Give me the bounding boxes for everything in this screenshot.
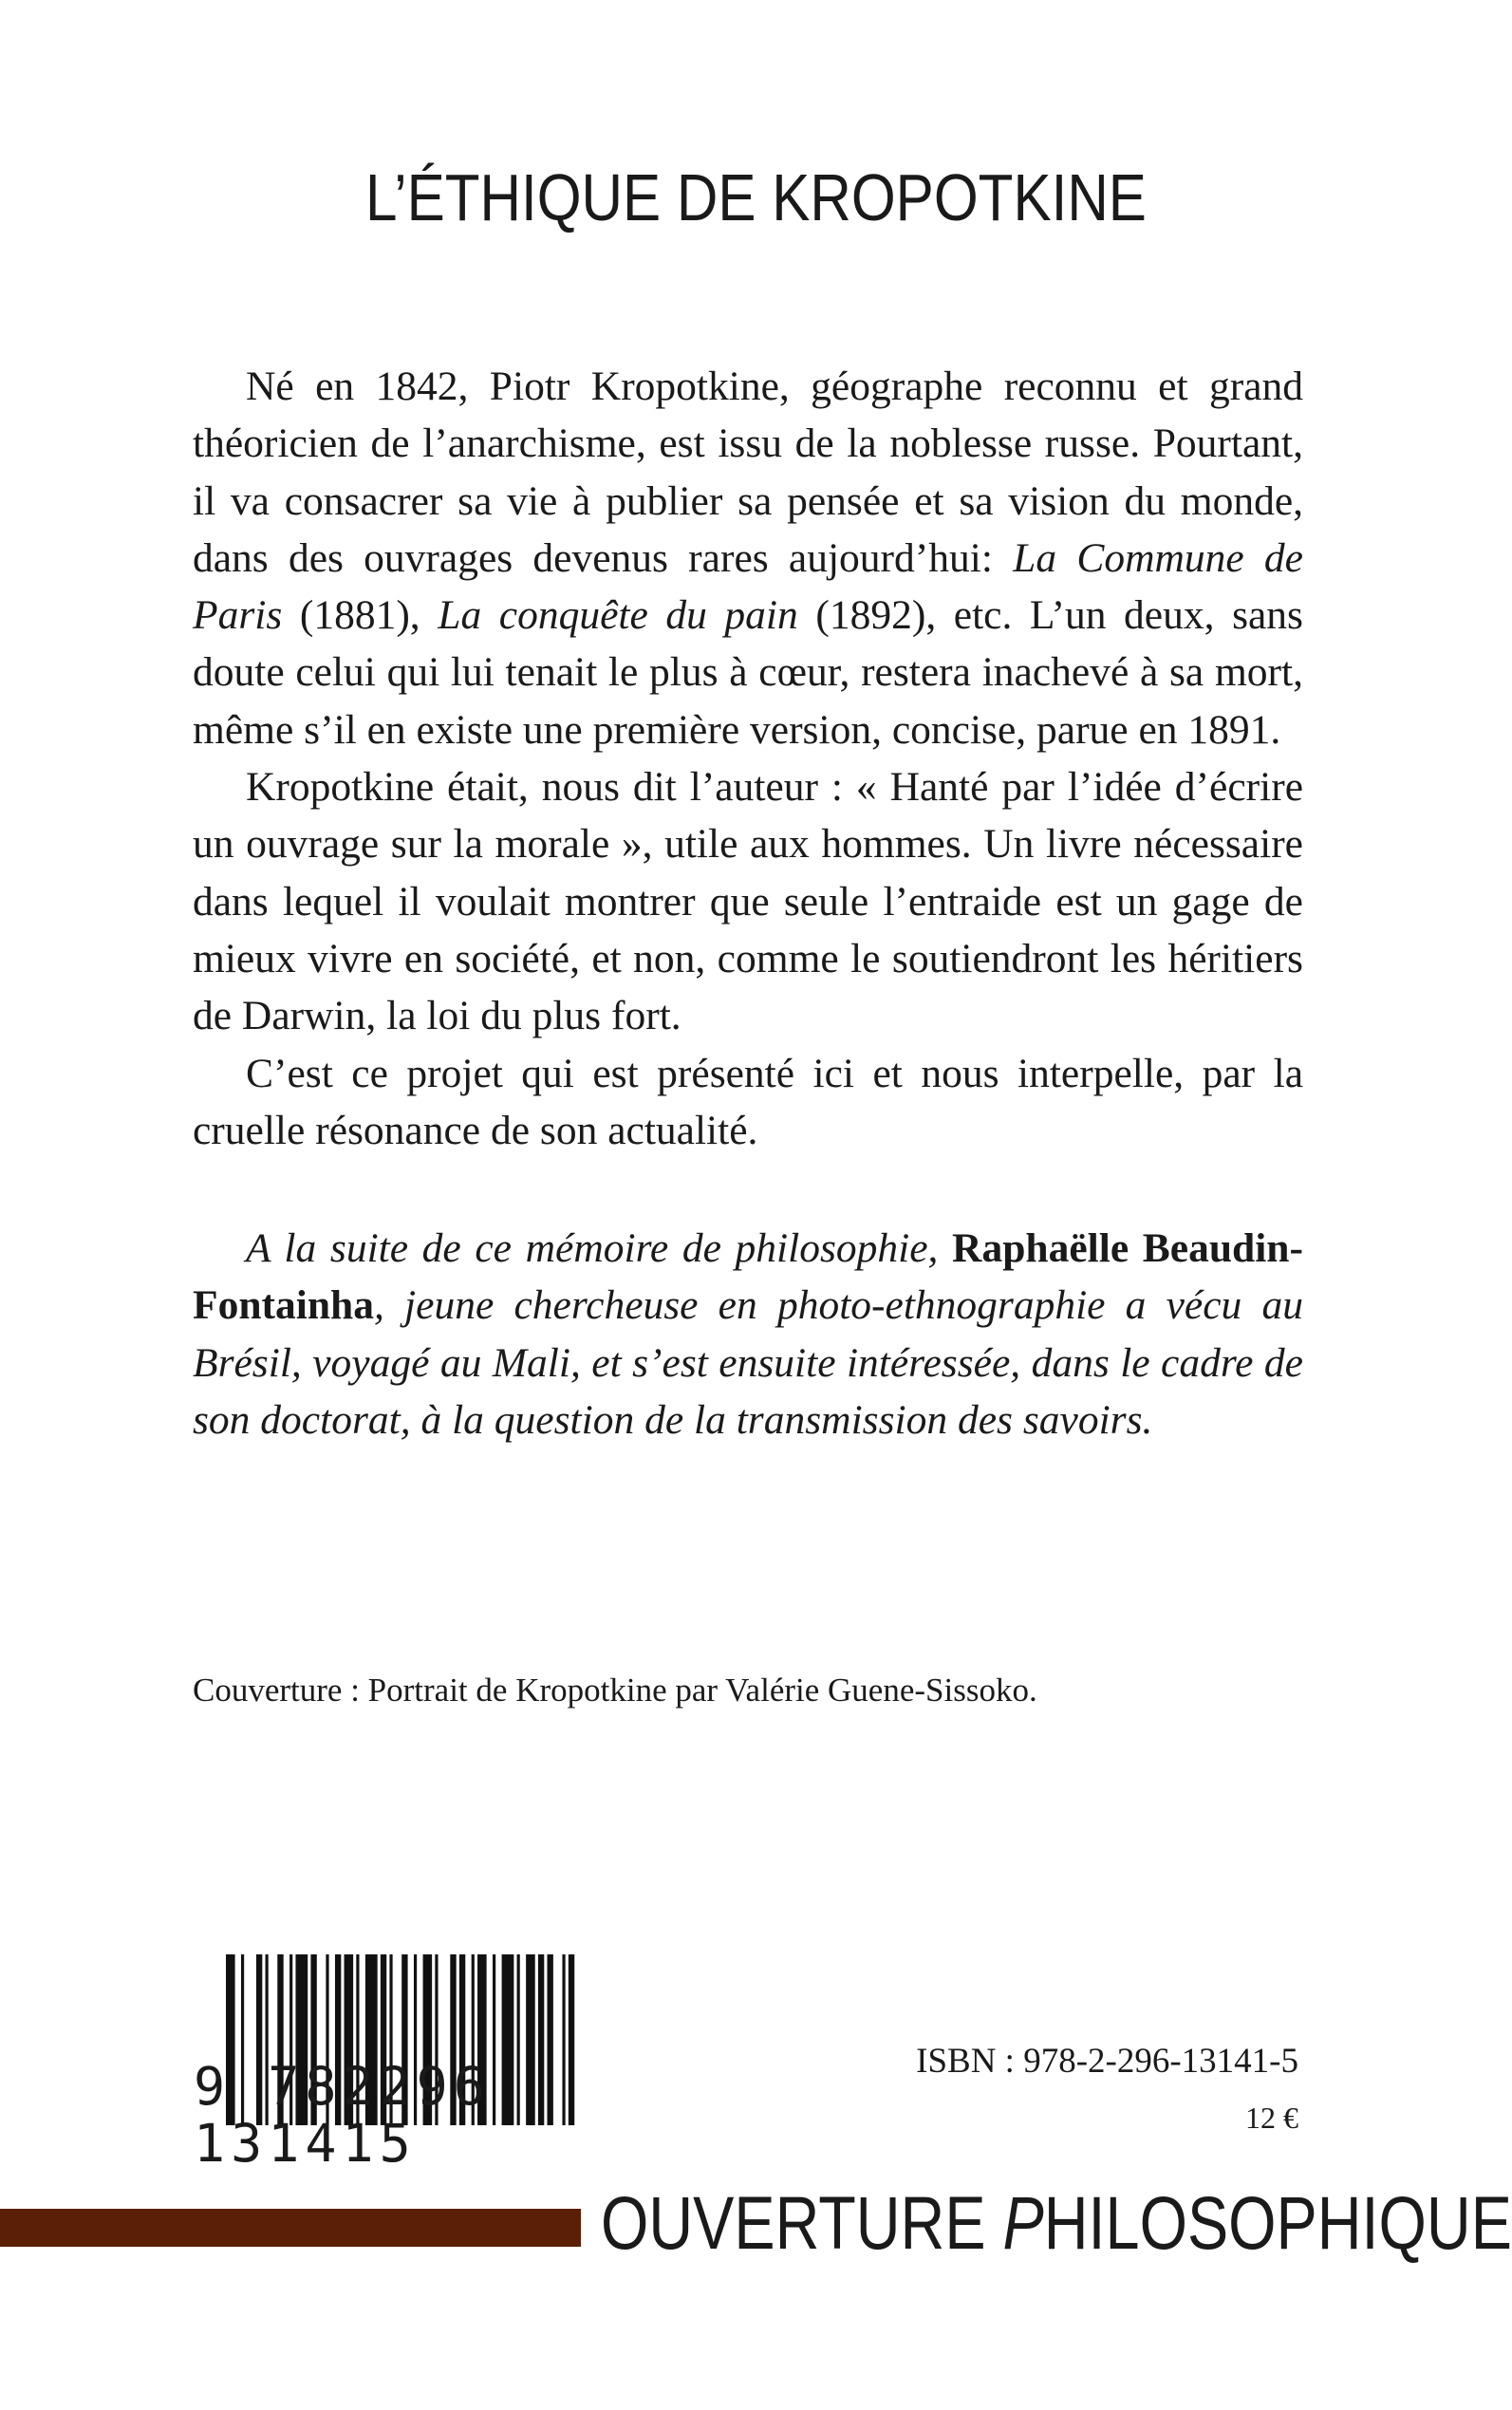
price: 12 € — [1245, 2101, 1298, 2135]
series-text: OUVERTURE — [601, 2180, 1003, 2265]
blurb-text: (1881), — [282, 592, 439, 639]
series-text-italic: P — [1002, 2180, 1044, 2265]
blurb-paragraph-2: Kropotkine était, nous dit l’auteur : « Hanté par l’idée d’écrire un ouvrage sur la morale », utile aux hommes. Un livre nécessaire dans lequel il voulait montrer que seule l’entraide est un gage de mieux vivre en société, et non, comme le soutiendront les héritiers de Darwin, la loi du plus fort. — [193, 764, 1303, 1039]
series-color-bar — [0, 2209, 581, 2247]
blurb-paragraph-3: C’est ce projet qui est présenté ici et nous interpelle, par la cruelle résonance de son actualité. — [193, 1050, 1303, 1153]
work-title: La conquête du pain — [438, 592, 798, 639]
author-name: Raphaëlle Beaudin-Fontainha — [193, 1225, 1303, 1329]
isbn: ISBN : 978-2-296-13141-5 — [916, 2042, 1298, 2081]
author-bio — [193, 1220, 1303, 1448]
book-title: L’ÉTHIQUE DE KROPOTKINE — [365, 160, 1147, 234]
blurb-paragraph-1 — [193, 358, 1303, 758]
blurb-text: Né en 1842, Piotr Kropotkine, géographe reconnu et grand théoricien de l’anarchisme, est issu de la noblesse russe. Pourtant, il va consacrer sa vie à publier sa pensée et sa vision du monde, dans des ouvrages devenus rares aujourd’hui: — [193, 364, 1303, 581]
blurb — [193, 358, 1303, 1159]
cover-credit: Couverture : Portrait de Kropotkine par Valérie Guene-Sissoko. — [193, 1672, 1037, 1709]
series-text: HILOSOPHIQUE — [1043, 2180, 1512, 2265]
work-title: La Commune de Paris — [193, 534, 1303, 639]
blurb-text: (1892), etc. L’un deux, sans doute celui qui lui tenait le plus à cœur, restera inachevé à sa mort, même s’il en existe une première version, concise, parue en 1891. — [193, 592, 1303, 753]
bio-text: , jeune chercheuse en photo-ethnographie a vécu au Brésil, voyagé au Mali, et s’est ensuite intéressée, dans le cadre de son doctorat, à la question de la transmission des savoirs. — [193, 1282, 1303, 1443]
barcode-digits: 9 782296 131415 — [194, 2056, 491, 2174]
bio-text: A la suite de ce mémoire de philosophie, — [246, 1225, 953, 1271]
series-name — [601, 2179, 1512, 2267]
